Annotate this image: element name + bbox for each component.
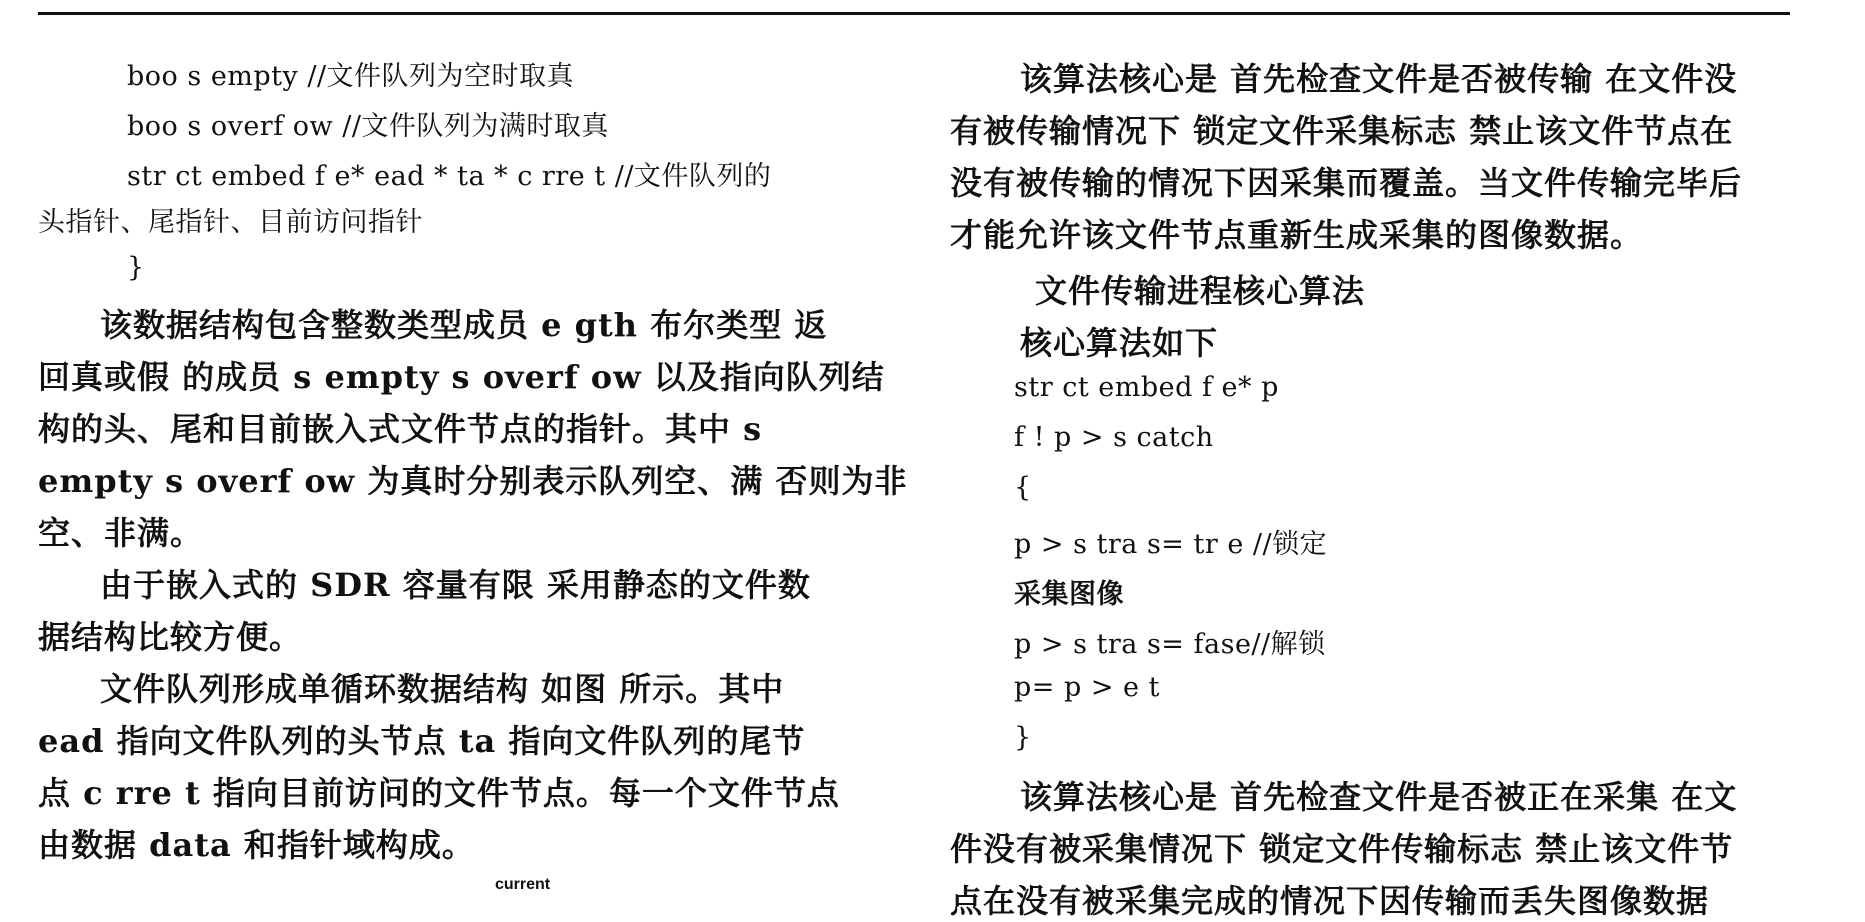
- paragraph-line: empty s overf ow 为真时分别表示队列空、满 否则为非: [38, 462, 908, 500]
- paragraph-line: 文件队列形成单循环数据结构 如图 所示。其中: [100, 670, 785, 708]
- code-line: str ct embed f e* p: [1014, 372, 1279, 403]
- paragraph-line: 件没有被采集情况下 锁定文件传输标志 禁止该文件节: [950, 830, 1734, 868]
- paragraph-line: 回真或假 的成员 s empty s overf ow 以及指向队列结: [38, 358, 885, 396]
- code-line: p > s tra s= tr e //锁定: [1014, 529, 1328, 560]
- figure-label: current: [495, 876, 551, 893]
- paragraph-line: ead 指向文件队列的头节点 ta 指向文件队列的尾节: [38, 722, 806, 760]
- subheading: 核心算法如下: [1020, 324, 1219, 362]
- code-line: 头指针、尾指针、目前访问指针: [38, 207, 423, 238]
- paragraph-line: 该算法核心是 首先检查文件是否被正在采集 在文: [1020, 778, 1738, 816]
- paragraph-line: 该算法核心是 首先检查文件是否被传输 在文件没: [1020, 60, 1738, 98]
- paragraph-line: 有被传输情况下 锁定文件采集标志 禁止该文件节点在: [950, 112, 1734, 150]
- paragraph-line: 构的头、尾和目前嵌入式文件节点的指针。其中 s: [38, 410, 763, 448]
- code-line: f ! p > s catch: [1014, 422, 1214, 453]
- code-line: p > s tra s= fase//解锁: [1014, 629, 1326, 660]
- code-line: 采集图像: [1014, 579, 1124, 610]
- paragraph-line: 才能允许该文件节点重新生成采集的图像数据。: [950, 216, 1644, 254]
- code-line: boo s empty //文件队列为空时取真: [127, 61, 575, 92]
- paragraph-line: 点 c rre t 指向目前访问的文件节点。每一个文件节点: [38, 774, 840, 812]
- code-line: str ct embed f e* ead * ta * c rre t //文件队列的: [127, 161, 772, 192]
- paragraph-line: 由于嵌入式的 SDR 容量有限 采用静态的文件数: [100, 566, 811, 604]
- code-line: {: [1014, 472, 1032, 503]
- paragraph-line: 没有被传输的情况下因采集而覆盖。当文件传输完毕后: [950, 164, 1743, 202]
- paragraph-line: 该数据结构包含整数类型成员 e gth 布尔类型 返: [100, 306, 828, 344]
- code-line: }: [127, 252, 145, 283]
- code-line: boo s overf ow //文件队列为满时取真: [127, 111, 609, 142]
- code-line: p= p > e t: [1014, 672, 1160, 703]
- paragraph-line: 由数据 data 和指针域构成。: [38, 826, 475, 864]
- paragraph-line: 据结构比较方便。: [38, 618, 303, 656]
- paragraph-line: 空、非满。: [38, 514, 204, 552]
- code-line: }: [1014, 722, 1032, 753]
- paragraph-line: 点在没有被采集完成的情况下因传输而丢失图像数据: [950, 882, 1710, 920]
- section-heading: 文件传输进程核心算法: [1035, 272, 1366, 310]
